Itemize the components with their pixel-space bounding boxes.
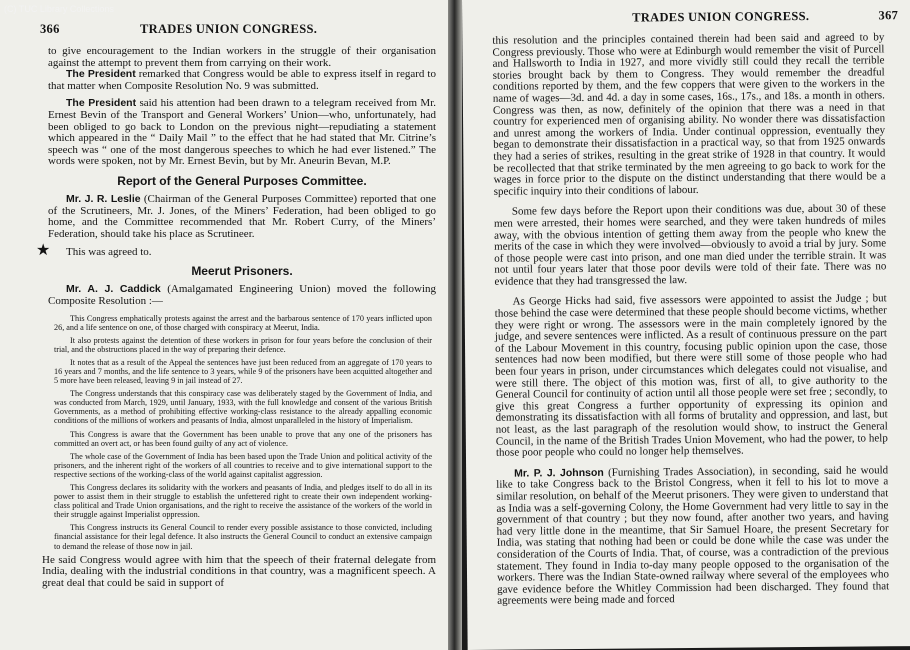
running-title: TRADES UNION CONGRESS. [140, 22, 318, 36]
resolution-paragraph: This Congress instructs its General Council to render every possible assistance to those convicted, including financial assistance for their legal defence. It also instructs the General Council to conduct an extensive campaign to demand the release of those now in jail. [54, 523, 432, 551]
section-heading: Meerut Prisoners. [191, 264, 293, 279]
running-title: TRADES UNION CONGRESS. [632, 8, 810, 25]
paragraph-text: said his attention had been drawn to a telegram received from Mr. Ernest Bevin of the Transport and General Workers’ Union—who, unfortunately, had been obliged to go back to London on the previous night—repudiating a statement which appeared in the “ Daily Mail ” to the effect that he had stated that Mr. Citrine’s speech was “ one of the most dangerous speeches to which he had ever listened.” The words were spoken, not by Mr. Ernest Bevin, but by Mr. Aneurin Bevan, M.P. [48, 97, 436, 168]
speaker-name: Mr. P. J. Johnson [514, 466, 604, 480]
page-number: 366 [40, 22, 60, 36]
resolution-paragraph: It also protests against the detention of these workers in prison for four years before the conclusion of their trial, and the obstructions placed in the way of preparing their defence. [54, 335, 432, 354]
resolution-paragraph: The whole case of the Government of India has been based upon the Trade Union and political activity of the prisoners, and the inherent right of the workers of all countries to receive and to give international support to the respective sections of the working-class of the world against capitalist aggression. [54, 451, 432, 479]
composite-resolution [54, 314, 432, 551]
paragraph-text: (Furnishing Trades Association), in seconding, said he would like to take Congress back to the Bristol Congress, when it fell to his lot to move a similar resolution, on behalf of the Meerut prisoners. They were given to understand that as India was a self-governing Colony, the Home Government had very little to say in the government of that country ; but they now found, after another two years, and having had very little done in the meantime, that Sir Samuel Hoare, the present Secretary for India, was stating that nothing had been or could be done while the case was under the consideration of the Courts of India. That, of course, was a contradiction of the previous statement. They found in India to-day many people opposed to the organisation of the workers. There was the Indian State-owned railway where several of the employees who gave evidence before the Whitley Commission had been discharged. They found that agreements were being made and forced [496, 464, 890, 608]
paragraph [48, 98, 436, 168]
section-heading: Report of the General Purposes Committee. [117, 173, 367, 188]
left-page-header [40, 22, 436, 38]
paragraph-text: (Chairman of the General Purposes Committee) reported that one of the Scrutineers, Mr. J. Jones, of the Miners’ Federation, had been obliged to go home, and the Committee recommended that Mr. Robert Curry, of the Miners’ Federation, should take his place as Scrutineer. [48, 192, 436, 240]
paragraph [48, 194, 436, 240]
paragraph-text: remarked that Congress would be able to express itself in regard to that matter when Composite Resolution No. 9 was submitted. [48, 68, 436, 92]
paragraph: Some few days before the Report upon their conditions was due, about 30 of these men were arrested, their homes were searched, and they were taken hundreds of miles away, with the obvious intention of getting them away from the people who knew the merits of the case in which they were involved—obviously to avoid a trial by jury. Some of those people were cast into prison, and one man died under the terrible strain. It was not until four years later that those poor devils were told of their fate. There was no evidence that they had transgressed the law. [493, 202, 887, 288]
resolution-paragraph: This Congress is aware that the Government has been unable to prove that any one of the prisoners has committed an overt act, or has been found guilty of any act of violence. [54, 429, 432, 448]
right-page-header [492, 8, 899, 27]
agreed-line [36, 242, 436, 260]
paragraph [48, 284, 436, 307]
book-gutter [448, 0, 462, 650]
paragraph: He said Congress would agree with him that the speech of their fraternal delegate from India, dealing with the industrial conditions in that country, was a magnificent speech. A great deal that could be said in support of [42, 553, 436, 589]
speaker-name: The President [66, 97, 137, 110]
paragraph [48, 69, 436, 92]
agreed-text: This was agreed to. [66, 246, 152, 259]
paragraph [496, 465, 889, 608]
paragraph: to give encouragement to the Indian workers in the struggle of their organisation against the attempt to prevent them from carrying on their work. [48, 45, 436, 69]
resolution-paragraph: This Congress emphatically protests against the arrest and the barbarous sentence of 170 years inflicted upon 26, and a life sentence on one, of those charged with conspiracy at Meerut, India. [54, 313, 432, 332]
resolution-paragraph: It notes that as a result of the Appeal the sentences have just been reduced from an aggregate of 170 years to 16 years and 7 months, and the life sentence to 3 years, while 9 of the prisoners have been acquitted altogether and 5 more have been released, leaving 9 in jail instead of 27. [54, 357, 432, 386]
paragraph: this resolution and the principles contained therein had been said and agreed to by Congress previously. Those who were at Edinburgh would remember the visit of Purcell and Hallsworth to India in 1927, and more vividly still could they recall the terrible stories brought back by them to Congress. They would remember the dreadful conditions reported by them, and the few coppers that were given to the workers in the name of wages—3d. and 4d. a day in some cases, 16s., 17s., and 18s. a month in others. Congress was then, as now, definitely of the opinion that there was a need in that country for experienced men of organising ability. No wonder there was dissatisfaction and unrest among the workers of India. Under continual oppression, eventually they began to demonstrate their dissatisfaction in a practical way, so that from 1925 onwards they had a series of strikes, resulting in the great strike of 1928 in that country. It would be recollected that that strike terminated by the men agreeing to go back to work for the wages in force prior to the dispute on the distinct understanding that there would be a specific inquiry into their conditions of labour. [492, 31, 886, 198]
page-number: 367 [878, 8, 899, 23]
right-page [462, 0, 910, 650]
resolution-paragraph: This Congress declares its solidarity with the workers and peasants of India, and pledges itself to do all in its power to assist them in their struggle to establish the unfettered right to create their own independent working-class political and Trade Union organisations, and the right to receive the assistance of the workers of the world in their struggle against Imperialist oppression. [54, 483, 432, 520]
speaker-name: Mr. A. J. Caddick [66, 283, 161, 296]
paragraph-text: (Amalgamated Engineering Union) moved the following Composite Resolution :— [48, 283, 436, 307]
speaker-name: Mr. J. R. Leslie [66, 192, 141, 205]
left-page [0, 0, 448, 650]
star-icon: ★ [36, 242, 51, 260]
resolution-paragraph: The Congress understands that this conspiracy case was deliberately staged by the Government of India, and was conducted from March, 1929, until January, 1933, with the full knowledge and consent of the various British Governments, as a method of prohibiting effective working-class resistance to the already appalling economic conditions of the millions of workers and peasants of India, almost unparalleled in the history of Imperialism. [54, 389, 432, 426]
paragraph: As George Hicks had said, five assessors were appointed to assist the Judge ; but those behind the case were determined that these people should become victims, whether they were right or wrong. The assessors were in the main completely ignored by the judge, and severe sentences were inflicted. As a result of continuous pressure on the part of the Labour Movement in this country, focusing public opinion upon the case, those sentences had now been modified, but there were still some of those people who had been four years in prison, under circumstances which delegates could not visualise, and were still there. The object of this motion was, first of all, to give authority to the General Council for continuity of action until all those people were set free ; secondly, to give this great Congress a further opportunity of expressing its opinion and demonstrating its dissatisfaction with all forms of brutality and oppression, and last, but not least, as the last paragraph of the resolution would show, to instruct the General Council, in the name of the British Trades Union Movement, who had the power, to help those poor people who could no longer help themselves. [494, 292, 888, 459]
speaker-name: The President [66, 68, 136, 81]
copyright-watermark: (C) TUC Library Collections [4, 4, 114, 14]
